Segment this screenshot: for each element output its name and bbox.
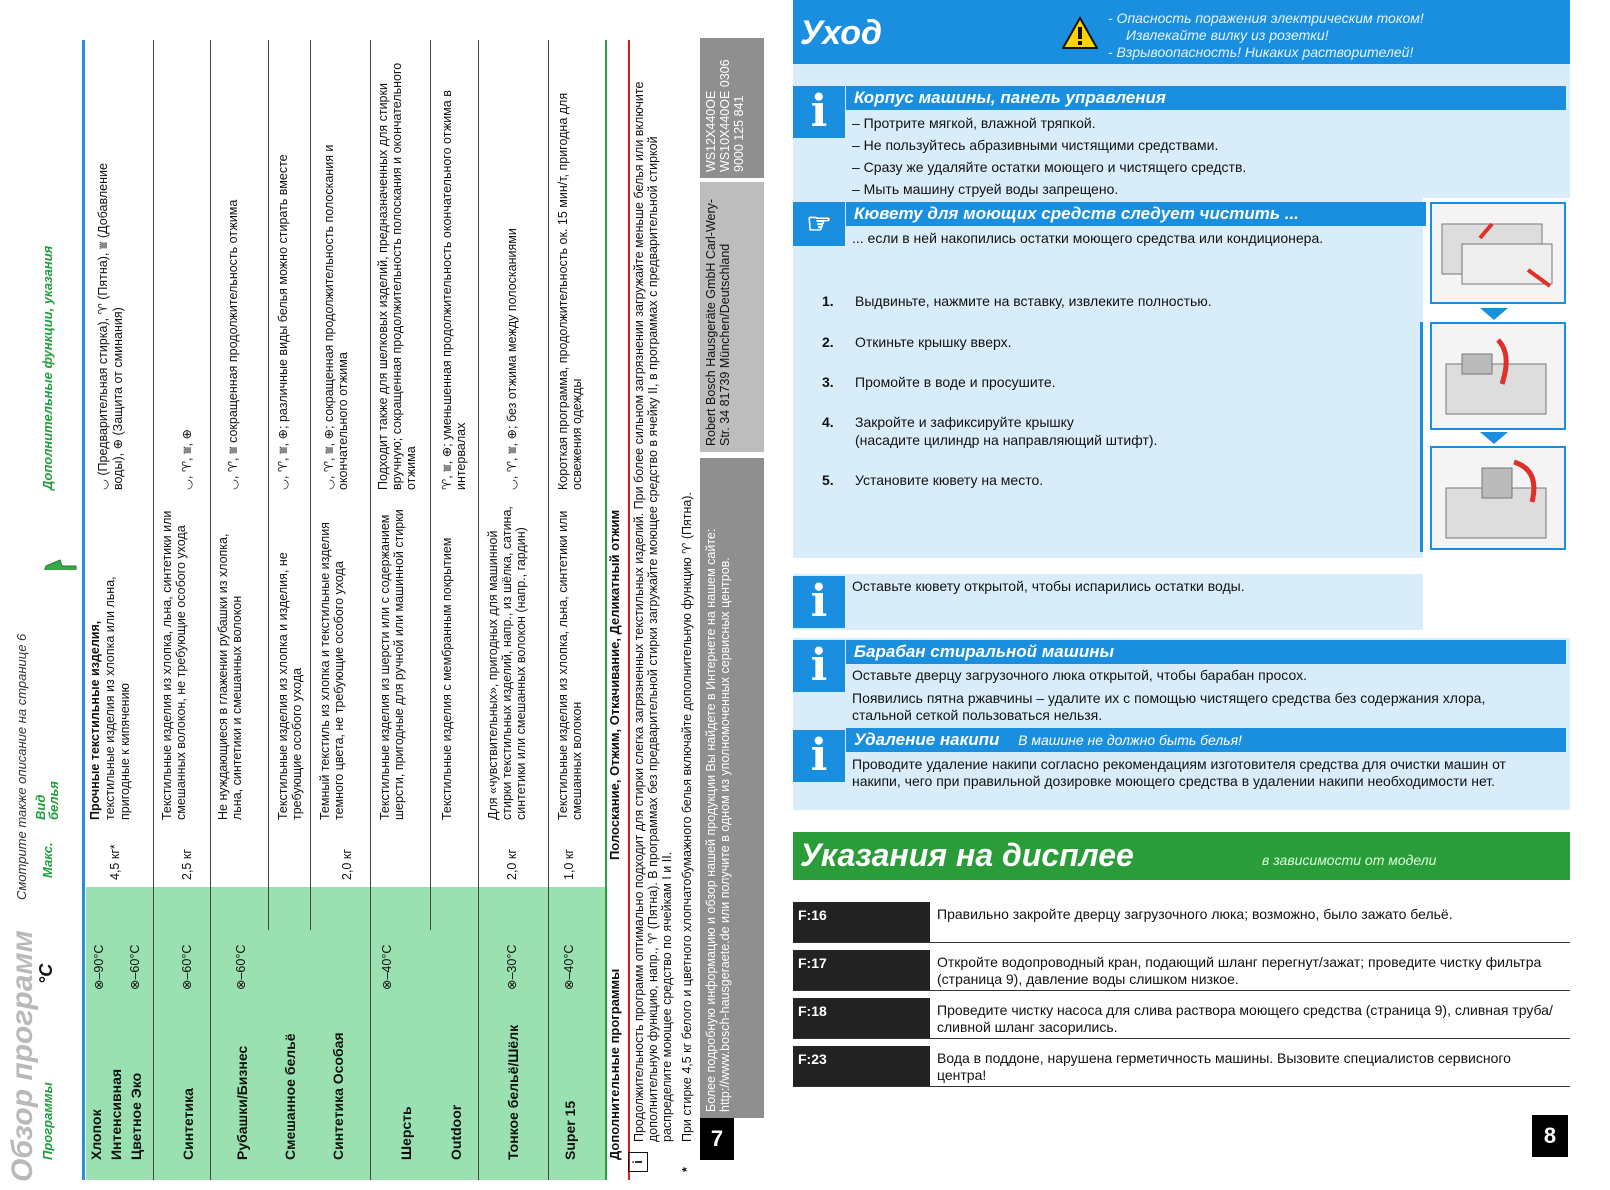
body-section-header: Корпус машины, панель управления xyxy=(846,86,1566,110)
row-divider xyxy=(793,1038,1570,1039)
col-header-programs: Программы xyxy=(40,1082,55,1160)
drum-text: Появились пятна ржавчины – удалите их с помощью чистящего средства без содержания хлора, стальной сеткой пользоваться нельзя. xyxy=(852,690,1486,723)
row-divider xyxy=(793,990,1570,991)
footnote-mark: * xyxy=(680,1167,694,1172)
extra-info: воды), ⊕ (Защита от сминания) xyxy=(111,307,125,490)
step-number: 4. xyxy=(822,414,834,430)
info-icon: i xyxy=(793,576,845,628)
clothes-icons xyxy=(40,310,80,570)
descale-subtitle: В машине не должно быть белья! xyxy=(1018,732,1242,748)
laundry-type: пригодные к кипячению xyxy=(118,683,132,820)
laundry-type: текстильные изделия из хлопка или льна, xyxy=(103,576,117,820)
body-item: – Мыть машину струей воды запрещено. xyxy=(852,181,1119,197)
page-number: 8 xyxy=(1532,1115,1568,1157)
row-divider xyxy=(210,40,211,1180)
laundry-type: Текстильные изделия из шерсти или с содержанием шерсти, пригодные для ручной или машинной стирки xyxy=(378,509,406,820)
error-code: F:18 xyxy=(793,998,930,1038)
row-divider xyxy=(478,40,479,1180)
extra-info: Подходит также для шелковых изделий, предназначенных для стирки вручную; сокращенная продолжительность полоскания и окончательного отжима xyxy=(376,62,418,490)
body-item: – Сразу же удаляйте остатки моющего и чистящего средств. xyxy=(852,159,1247,175)
error-text: Откройте водопроводный кран, подающий шланг перегнут/зажат; проведите чистку фильтра (страница 9), давление воды слишком низкое. xyxy=(937,954,1542,987)
col-header-max: Макс. xyxy=(40,842,55,878)
error-text: Правильно закройте дверцу загрузочного люка; возможно, было зажато бельё. xyxy=(937,906,1453,922)
program-name: Синтетика xyxy=(180,1088,196,1160)
page-subtitle: Смотрите также описание на странице 6 xyxy=(14,633,29,900)
row-divider xyxy=(310,40,311,930)
max-load: 2,0 кг xyxy=(340,849,354,880)
lid-open-illustration xyxy=(1432,324,1564,428)
step-number: 2. xyxy=(822,334,834,350)
step-number: 3. xyxy=(822,374,834,390)
program-name: Интенсивная xyxy=(108,1068,124,1160)
laundry-icons xyxy=(40,310,85,570)
laundry-type: Текстильные изделия из хлопка, льна, синтетики или смешанных волокон xyxy=(556,510,584,820)
tray-intro: ... если в ней накопились остатки моющего средства или кондиционера. xyxy=(852,230,1324,246)
program-overview xyxy=(0,0,800,1190)
max-load: 1,0 кг xyxy=(562,849,576,880)
body-item: – Не пользуйтесь абразивными чистящими средствами. xyxy=(852,137,1219,153)
tray-section-header: Кювету для моющих средств следует чистить ... xyxy=(846,202,1426,226)
max-load: 4,5 кг* xyxy=(108,844,122,880)
page-number: 7 xyxy=(700,1118,734,1160)
extra-info: ◡, ♈, ⩸, ⊕; без отжима между полосканиями xyxy=(505,228,519,490)
row-divider xyxy=(430,40,431,930)
temp-value: ⊗–90°C xyxy=(92,944,106,990)
col-header-temp: °C xyxy=(36,963,56,984)
laundry-type: Прочные текстильные изделия, xyxy=(88,620,102,820)
drum-text: Оставьте дверцу загрузочного люка открытой, чтобы барабан просох. xyxy=(852,667,1307,683)
row-divider xyxy=(793,1086,1570,1087)
tray-note: Оставьте кювету открытой, чтобы испарились остатки воды. xyxy=(852,578,1245,594)
error-code: F:17 xyxy=(793,950,930,990)
program-name: Синтетика Особая xyxy=(330,1032,346,1160)
error-text: Проведите чистку насоса для слива раствора моющего средства (страница 9), сливная труба/сливной шланг засорились. xyxy=(937,1002,1553,1035)
extra-info: ◡, ♈, ⩸, ⊕; сокращенная продолжительность полоскания и окончательного отжима xyxy=(322,144,350,490)
temp-value: ⊗–40°C xyxy=(380,944,394,990)
program-name: Шерсть xyxy=(398,1106,414,1160)
warning-line: - Взрывоопасность! Никаких растворителей! xyxy=(1108,44,1414,60)
display-title: Указания на дисплее xyxy=(800,837,1134,873)
temp-value: ⊗–60°C xyxy=(234,944,248,990)
laundry-type: Для «чувствительных», пригодных для машинной стирки текстильных изделий, напр., из шёлка, сатина, синтетики или смешанных волокон (напр., гардин) xyxy=(486,506,528,820)
warning-icon xyxy=(1062,16,1098,50)
left-page xyxy=(0,0,800,1190)
additional-programs-list: Полоскание, Отжим, Откачивание, Деликатный отжим xyxy=(607,509,622,860)
temp-value: ⊗–60°C xyxy=(180,944,194,990)
program-name: Хлопок xyxy=(88,1109,104,1160)
step-text: Выдвиньте, нажмите на вставку, извлеките полностью. xyxy=(855,293,1212,309)
row-divider xyxy=(268,40,269,930)
info-icon: i xyxy=(793,730,845,782)
laundry-type: Текстильные изделия из хлопка, льна, синтетики или смешанных волокон, не требующие особого ухода xyxy=(160,510,188,820)
laundry-type: Темный текстиль из хлопка и текстильные изделия темного цвета, не требующие особого ухода xyxy=(318,522,346,820)
tray-image-3 xyxy=(1430,446,1566,550)
laundry-type: Не нуждающиеся в глажении рубашки из хлопка, льна, синтетики и смешанных волокон xyxy=(216,533,244,820)
extra-info: ♈, ⩸, ⊕; уменьшенная продолжительность окончательного отжима в интервалах xyxy=(440,90,468,490)
additional-programs-label: Дополнительные программы xyxy=(607,968,622,1160)
row-divider xyxy=(548,40,549,1180)
extra-info: ◡, ♈, ⩸ сокращенная продолжительность отжима xyxy=(226,199,240,490)
error-code: F:16 xyxy=(793,902,930,942)
program-note: Продолжительность программ оптимально подходит для стирки слегка загрязненных текстильных изделий. При более сильном загрязнении загружайте меньше белья или включите дополнительную функцию, напр., ♈ (Пятна). В программах без предварительной стирки загружайте моющее средство в ячейку II, в программах с предварительной стиркой распределите моющее средство по ячейкам I и II. xyxy=(632,81,674,1142)
temp-value: ⊗–60°C xyxy=(128,944,142,990)
program-name: Super 15 xyxy=(562,1100,578,1160)
red-rule xyxy=(628,40,630,1180)
laundry-type: Текстильные изделия из хлопка и изделия, не требующие особого ухода xyxy=(276,552,304,820)
info-icon: i xyxy=(793,640,845,692)
row-divider xyxy=(370,40,371,1180)
drum-section-header: Барабан стиральной машины xyxy=(846,640,1566,664)
care-title: Уход xyxy=(800,14,883,52)
program-name: Цветное Эко xyxy=(128,1072,144,1160)
program-name: Outdoor xyxy=(448,1104,464,1160)
company-address: Robert Bosch Hausgeräte GmbH Carl-Wery-Str. 34 81739 München/Deutschland xyxy=(700,182,764,452)
tray-image-1 xyxy=(1430,202,1566,304)
website-info-box: Более подробную информацию и обзор нашей продукции Вы найдете в Интернете на нашем сайте: http://www.bosch-hausgeraete.de или получите в одном из уполномоченных сервисных центров. xyxy=(700,458,764,1118)
step-text: Откиньте крышку вверх. xyxy=(855,334,1012,350)
col-header-extra: Дополнительные функции, указания xyxy=(40,245,55,490)
row-divider xyxy=(793,942,1570,943)
image-rule xyxy=(1420,322,1423,552)
error-text: Вода в поддоне, нарушена герметичность машины. Вызовите специалистов сервисного центра! xyxy=(937,1050,1511,1083)
program-name: Тонкое бельё/Шёлк xyxy=(505,1024,521,1160)
lid-close-illustration xyxy=(1432,448,1564,548)
step-text: Закройте и зафиксируйте крышку xyxy=(855,414,1074,430)
step-text: Установите кювету на место. xyxy=(855,472,1044,488)
temp-value: ⊗–40°C xyxy=(562,944,576,990)
col-header-type: Вид белья xyxy=(33,781,61,820)
error-code: F:23 xyxy=(793,1046,930,1086)
max-load: 2,5 кг xyxy=(180,849,194,880)
descale-section-header xyxy=(846,728,1566,752)
program-name: Смешанное бельё xyxy=(282,1033,298,1160)
row-divider xyxy=(153,40,154,1180)
step-text: (насадите цилиндр на направляющий штифт). xyxy=(855,432,1158,448)
extra-info: ◡ (Предварительная стирка), ♈ (Пятна), ⩸ (Добавление xyxy=(96,163,110,490)
warning-text xyxy=(1108,10,1424,61)
warning-line: Извлекайте вилку из розетки! xyxy=(1126,27,1329,43)
display-subtitle: в зависимости от модели xyxy=(1262,852,1437,868)
page-title: Обзор программ xyxy=(6,930,39,1182)
arrow-down-icon xyxy=(1480,432,1508,444)
step-number: 1. xyxy=(822,293,834,309)
body-item: – Протрите мягкой, влажной тряпкой. xyxy=(852,115,1096,131)
info-icon: i xyxy=(628,1152,648,1172)
program-name: Рубашки/Бизнес xyxy=(234,1045,250,1160)
temp-value: ⊗–30°C xyxy=(505,944,519,990)
step-text: Промойте в воде и просушите. xyxy=(855,374,1056,390)
extra-info: ◡, ♈, ⩸, ⊕; различные виды белья можно стирать вместе xyxy=(276,154,290,490)
extra-info: ◡, ♈, ⩸, ⊕ xyxy=(180,428,194,490)
tray-image-2 xyxy=(1430,322,1566,430)
footnote: При стирке 4,5 кг белого и цветного хлопчатобумажного белья включайте дополнительную функцию ♈ (Пятна). xyxy=(680,492,694,1142)
drawer-pull-illustration xyxy=(1432,204,1564,302)
step-number: 5. xyxy=(822,472,834,488)
laundry-type: Текстильные изделия с мембранным покрытием xyxy=(440,537,454,820)
descale-text: Проводите удаление накипи согласно рекомендациям изготовителя средства для очистки машин от накипи, чего при правильной дозировке моющего средства в удалении накипи необходимости нет. xyxy=(852,756,1506,789)
warning-line: - Опасность поражения электрическим током! xyxy=(1108,10,1424,26)
hand-pointer-icon: ☞ xyxy=(793,202,845,246)
max-load: 2,0 кг xyxy=(505,849,519,880)
model-numbers: WS12X440OE WS10X440OE 0306 9000 125 841 xyxy=(700,38,764,178)
info-icon: i xyxy=(793,86,845,138)
descale-title: Удаление накипи xyxy=(854,730,1000,749)
header-rule xyxy=(82,40,85,1180)
arrow-down-icon xyxy=(1480,308,1508,320)
extra-info: Короткая программа, продолжительность ок. 15 мин/т, пригодна для освежения одежды xyxy=(556,92,584,490)
